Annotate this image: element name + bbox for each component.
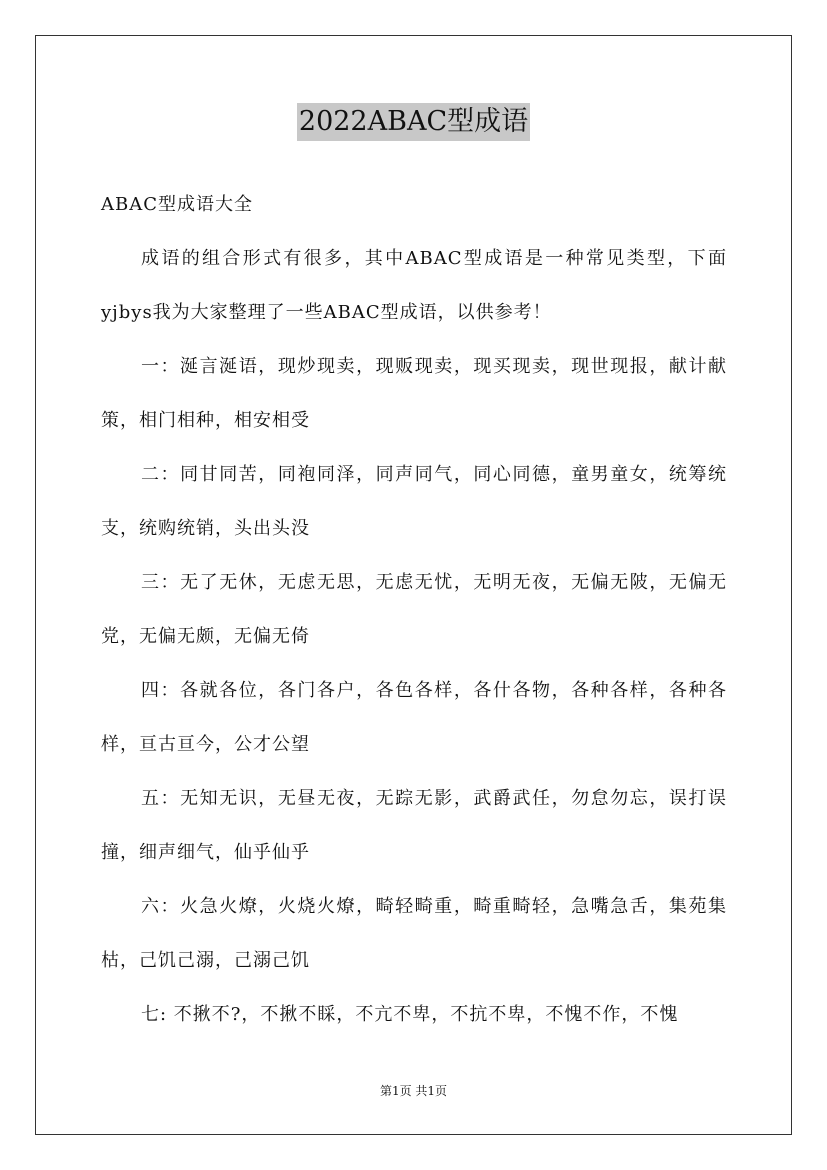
document-title: 2022ABAC型成语	[297, 103, 530, 141]
idiom-group-2: 二：同甘同苦，同袍同泽，同声同气，同心同德，童男童女，统筹统支，统购统销，头出头没	[101, 464, 727, 539]
page-footer: 第1页 共1页	[379, 1084, 448, 1098]
idiom-group-7: 七: 不揪不?，不揪不睬，不亢不卑，不抗不卑，不愧不作，不愧	[141, 1004, 679, 1025]
idiom-group-4: 四：各就各位，各门各户，各色各样，各什各物，各种各样，各种各样，亘古亘今，公才公望	[101, 680, 727, 755]
idiom-group-1: 一：涎言涎语，现炒现卖，现贩现卖，现买现卖，现世现报，献计献策，相门相种，相安相受	[101, 356, 727, 431]
intro-paragraph: 成语的组合形式有很多，其中ABAC型成语是一种常见类型，下面yjbys我为大家整理了一些ABAC型成语，以供参考！	[101, 248, 727, 323]
idiom-group-6: 六：火急火燎，火烧火燎，畸轻畸重，畸重畸轻，急嘴急舌，集苑集枯，己饥己溺，己溺己饥	[101, 896, 727, 971]
title-wrap	[0, 103, 827, 141]
idiom-group-3: 三：无了无休，无虑无思，无虑无忧，无明无夜，无偏无陂，无偏无党，无偏无颇，无偏无倚	[101, 572, 727, 647]
document-subheading: ABAC型成语大全	[101, 194, 253, 215]
idiom-group-5: 五：无知无识，无昼无夜，无踪无影，武爵武任，勿怠勿忘，误打误撞，细声细气，仙乎仙乎	[101, 788, 727, 863]
document-body	[101, 178, 727, 1042]
